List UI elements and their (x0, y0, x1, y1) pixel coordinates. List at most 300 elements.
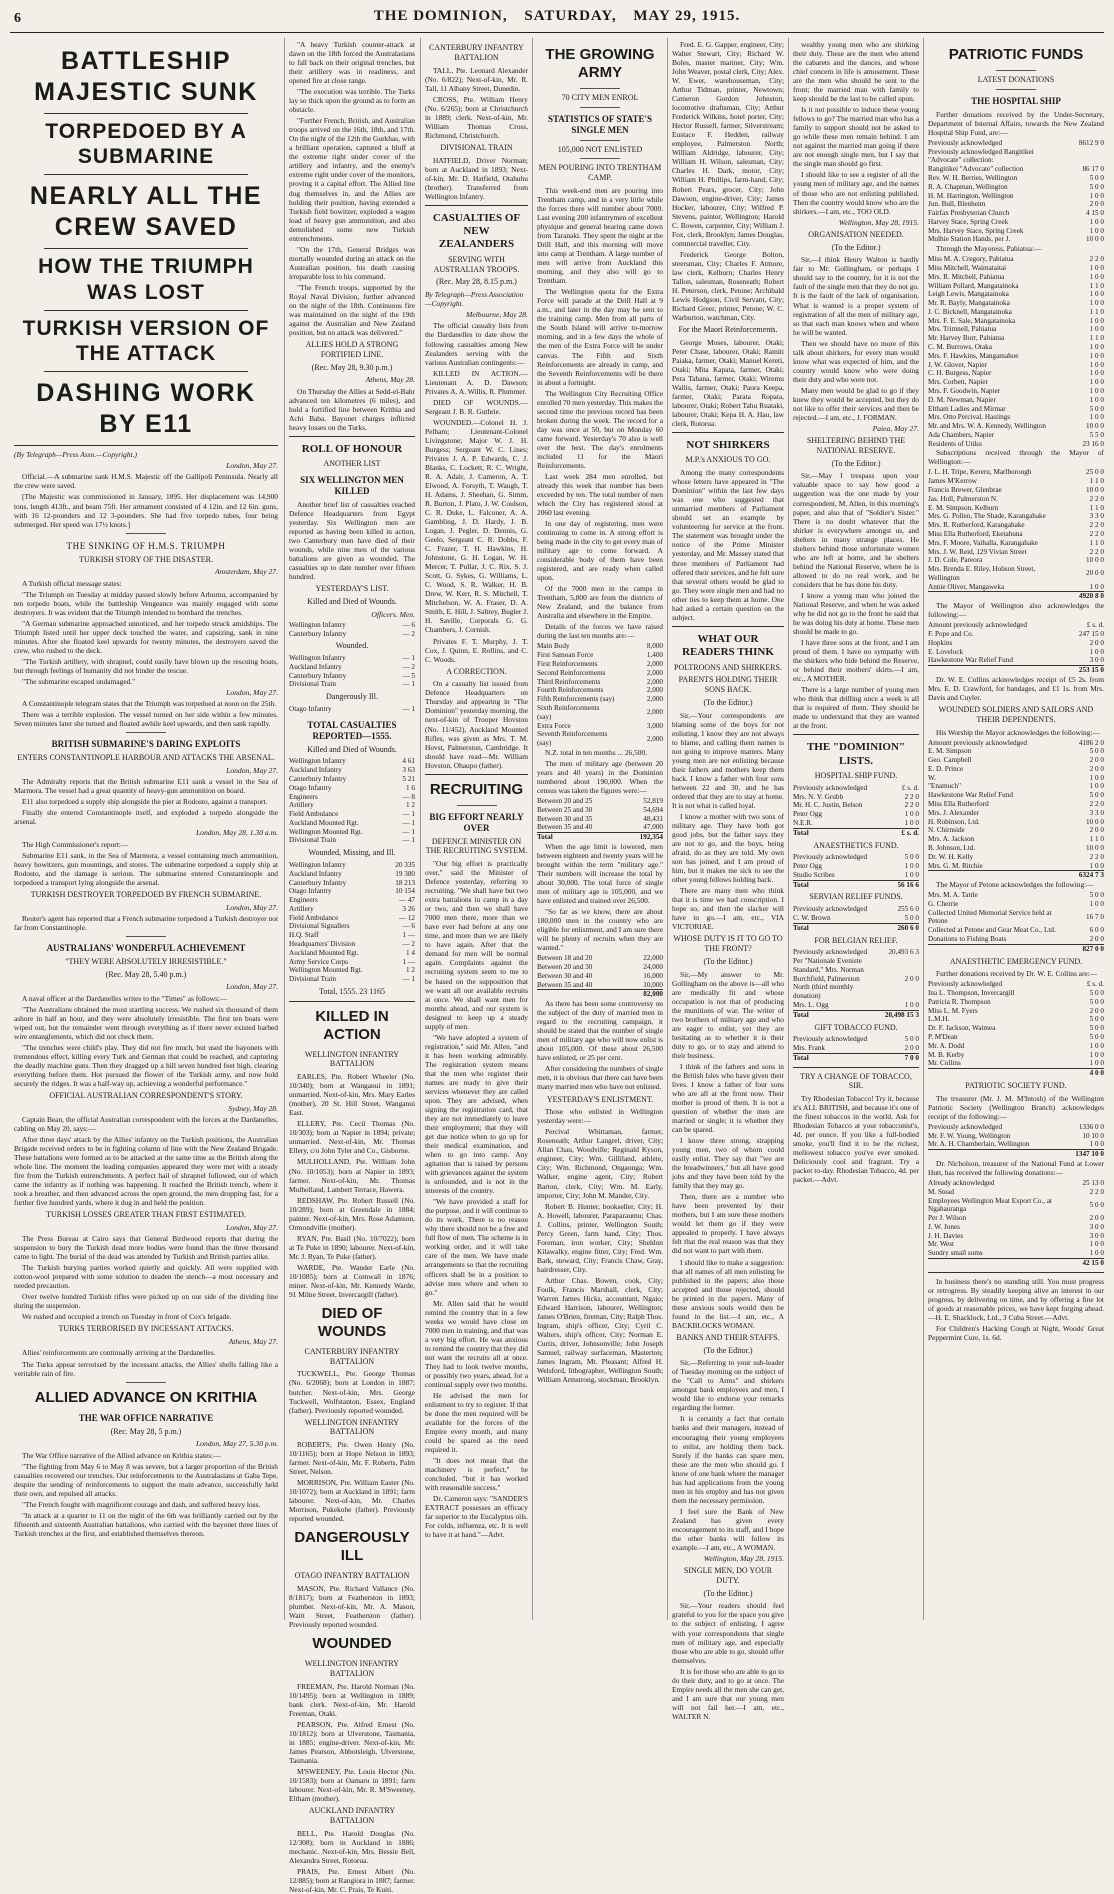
row-value: 1 0 0 (904, 1000, 919, 1009)
paragraph: E11 also torpedoed a supply ship alongside the pier at Rodosto, against a transport. (22, 797, 268, 807)
subhead-sheltering: SHELTERING BEHIND THE NATIONAL RESERVE. (806, 436, 906, 455)
row-label: Leigh Lewis, Mangatainoka (928, 290, 1009, 299)
issue-day: SATURDAY, (524, 8, 617, 24)
battalion-name: CANTERBURY INFANTRY BATTALION (429, 43, 524, 62)
dateline: Athens, May 28. (365, 375, 415, 385)
row-value: 2 2 0 (1089, 521, 1104, 530)
row-label: Mr. A. H. Chamberlain, Wellington (928, 1140, 1030, 1149)
table-row (928, 835, 1104, 844)
paragraph: Sir,—I think Henry Walton is hardly fair to Mr. Gollingham, or perhaps I should say to the country, for it is not the fault of the single men that they do not go. It is the fault of the lack of organisation. What is wanted is a proper system of registration of all the men of military age, so that each man knows when and where he will be wanted. (793, 255, 919, 337)
subhead-losses: TURKISH LOSSES GREATER THAN FIRST ESTIMATED. (46, 1210, 246, 1220)
table-row (289, 966, 415, 975)
paragraph: "The French troops, supported by the Royal Naval Division, further advanced on the night of the 18th. Continuous fire was maintained on the night of the 19th against the Australian and New Zealand position, but no attack was delivered." (289, 282, 415, 337)
row-label: Mrs. R. Rutherford, Karangahake (928, 521, 1025, 530)
paragraph: It is certainly a fact that certain banks and their managers, instead of encouraging their young employees to enlist, are holding them back. Surely if the banks can spare men, these are the men who should go. I know of one bank where the manager has had applications from the young men in his employ and has not given them the necessary permission. (672, 1414, 784, 1505)
row-value: 2 0 0 (1089, 826, 1104, 835)
total-row (793, 923, 919, 932)
paragraph: Allies' reinforcements are continually arriving at the Dardanelles. (22, 1348, 216, 1358)
row-label: Per J. Wilson (928, 1214, 967, 1223)
table-row (793, 1001, 919, 1010)
row-value: — 6 (402, 620, 415, 629)
table-row (928, 648, 1104, 657)
row-label: Collected United Memorial Service held at Petone (928, 908, 1052, 926)
paragraph: Those who enlisted in Wellington yesterday were:— (537, 1107, 663, 1126)
table-row (928, 1140, 1104, 1149)
row-value: 1 0 0 (1089, 1140, 1104, 1149)
row-label: Third Reinforcements (537, 677, 601, 686)
table-row (928, 282, 1104, 291)
paragraph: Of the 7000 men in the camps in Trentham, 5,800 are from the districts of New Zealand, and the balance from Australia and elsewhere in the Empire. (537, 584, 663, 621)
table-row (537, 704, 663, 722)
divider (793, 1067, 919, 1068)
fund-total (928, 1068, 1104, 1078)
row-label: Mrs. Corbett, Napier (928, 378, 988, 387)
table-row (928, 486, 1104, 495)
table-row (928, 980, 1104, 989)
row-value: 5 0 0 (1089, 997, 1104, 1006)
table-row (928, 209, 1104, 218)
paragraph: The Press Bureau at Cairo says that General Birdwood reports that during the suspension to bury the Turkish dead more bodies were found than the three thousand came to light. The burial of the dead was attended by Turkish and British parties alike. (14, 1234, 278, 1262)
paragraph: EARLES, Pte. Robert Wheeler (No. 10/340); born at Wanganui in 1891; unmarried. Next-of-kin, Mrs. Mary Earles (mother), 20 St. Hill Street, Wanganui East. (289, 1072, 415, 1118)
row-label: Previously acknowledged (793, 783, 868, 792)
table-row (928, 308, 1104, 317)
paragraph: "The Triumph on Tuesday at midday passed slowly before Arburnu, accompanied by ten torpedo boats, while the battleship Vengeance was mainly engaged with some destroyers. It was evident that the Triumph intended to bombard the trenches. (14, 589, 278, 617)
paragraph: MASON, Pte. Richard Vallance (No. 8/1817); born at Featherston in 1893; plumber. Next-of-kin, Mr. A. Mason, Waitt Street, Featherston (father). Previously reported wounded. (289, 1584, 415, 1630)
row-value: 5 0 0 (904, 853, 919, 862)
table-row (928, 495, 1104, 504)
paragraph: I know a mother with two sons of military age. They have both got good jobs, but the father says they are not to go, and the boys, being afraid, do as they are told. My own son has joined, and I am proud of him, but it makes me sick to see the other young fellows holding back. (672, 811, 784, 885)
battalion-name: DIVISIONAL TRAIN (440, 142, 513, 152)
column-roll-of-honour (289, 40, 415, 1894)
row-value: 25 0 0 (1086, 468, 1104, 477)
paragraph: Sir,—May I trespass upon your valuable space to say how good a suggestion was the one made by your correspondent, M. Allen, in this morning's paper, and also that of "Soldier's Sister." There is no doubt whatever that the shirker is everywhere amongst us, and shelters in many strange places. He shelters behind those unfortunate women who are left at home, and he shelters behind the National Reserve, where he is allowed to do no real work, and he considers that he has done his duty. (793, 471, 919, 589)
row-label (928, 1259, 1056, 1268)
list-subtitle: Wounded, Missing, and Ill. (308, 848, 396, 858)
row-value: 3 3 0 (1089, 808, 1104, 817)
row-value: 1 0 0 (1089, 343, 1104, 352)
row-label: Annie Oliver, Mangaweka (928, 582, 1005, 591)
table-row (289, 680, 415, 689)
table-row (928, 548, 1104, 557)
table-row (928, 369, 1104, 378)
table-row (928, 290, 1104, 299)
row-label: Divisional Train (289, 836, 336, 845)
row-label: H. Robinson, Ltd. (928, 817, 980, 826)
divider (996, 70, 1036, 71)
subhead-poltroons: POLTROONS AND SHIRKERS. (674, 662, 782, 672)
table-row (793, 853, 919, 862)
row-value: 1 1 0 (1089, 281, 1104, 290)
column-rule (923, 38, 924, 1620)
paragraph: Privates F. T. Murphy, J. T. Cox, J. Quinn, E. Rollins, and C. C. Woods. (425, 636, 528, 664)
row-label: Miss Ella Rutherford, Eketahuna (928, 529, 1023, 538)
paragraph: Robert B. Hunter, bookseller, City; H. A. Howell, labourer, Paraparaumu; Chas. J. Collins, printer, Wellington South; Percy Green, farm hand, City; Thos. Foreman, iron worker, City; Sheldon Kilawalky, engine fitter, City; Fred. Wm. Bark, steward, City; Francis Chaw, Gray, hairdresser, City. (537, 1201, 663, 1274)
forces-table (537, 642, 663, 747)
row-value: 1 0 0 (1089, 226, 1104, 235)
row-label: First Samoan Force (537, 651, 594, 660)
table-row (793, 914, 919, 923)
row-value: 10 0 0 (1086, 817, 1104, 826)
headline-roll-of-honour: ROLL OF HONOUR (301, 442, 403, 455)
total-row (928, 944, 1104, 953)
paragraph: Submarine E11 sank, in the Sea of Marmora, a vessel containing much ammunition, heavy howitzers, gun mountings, and stores. The submarine torpedoed a supply ship at Rodosto, and the damage is serious. The submarine entered Constantinople and torpedoed a transport lying alongside the arsenal. (14, 850, 278, 887)
table-row (928, 1249, 1104, 1258)
table-row (928, 165, 1104, 174)
table-row (928, 361, 1104, 370)
divider (425, 205, 528, 206)
paragraph: Finally she entered Constantinople itself, and exploded a torpedo alongside the arsenal. (14, 808, 278, 827)
row-value: 16 7 0 (1086, 913, 1104, 922)
row-value: 20,493 6 3 (888, 948, 919, 957)
paragraph: Subscriptions received through the Mayor of Wellington:— (928, 448, 1104, 467)
paragraph: "It does not mean that the machinery is perfect," he concluded, "but it has worked with reasonable success." (425, 1456, 528, 1493)
row-label: M. B. Kerby (928, 1050, 965, 1059)
row-label: Peter Ogg (793, 810, 822, 819)
table-row (928, 477, 1104, 486)
row-label: Miss L. M. Fyers (928, 1006, 978, 1015)
table-row (289, 630, 415, 639)
row-value: 1,400 (646, 651, 663, 660)
paragraph: The Admiralty reports that the British submarine E11 sank a vessel in the Sea of Marmora. The vessel had a great quantity of heavy-gun ammunition on board. (14, 777, 278, 796)
divider (126, 533, 166, 534)
paragraph: wealthy young men who are shirking their duty. These are the men who attend the cabarets and the dances, and whose chief concern in life is amusement. These are the men who should be sent to the front; the married man with family to keep should be the last to be called upon. (793, 40, 919, 104)
fund-table (793, 784, 919, 828)
advert-text: Try Rhodesian Tobacco! Try it, because it's ALL BRITISH, and because it's one of the finest tobaccos in the world. Ask for Rhodesian Tobacco at your tobacconist's, 4d. per ounce. If you like a full-bodied smoke, you'll find it to be the richest, mellowest tobacco you've ever smoked. Deliciously cool and fragrant. Try a packet to-day. Rhodesian Tobacco, 4d. per packet.—Advt. (793, 1094, 919, 1185)
paragraph: "We have adopted a system of registration," said Mr. Allen, "and it has been working admirably. The registration system means that the men who register their names are ready to give their services whenever they are called upon. They are advised, when signing the registration card, that they are not immediately to leave their employment; that they will get due notice when to go up for their medical examination, and when to go into camp. Any agitation that is raised by persons with grievances against the system is unfounded, and is not in the interests of the country. (425, 1032, 528, 1196)
fund-total (928, 591, 1104, 601)
paragraph: Dr. W. E. Collins acknowledges receipt of £5 2s. from Mrs. E. D. Crawford, for bandages, and £1 1s. from Mrs. Davis and Cuyler. (928, 674, 1104, 702)
row-value: 2 2 0 (1089, 547, 1104, 556)
total-row (928, 666, 1104, 675)
row-label: Employees Wellington Meat Export Co., at Ngahauranga (928, 1196, 1053, 1214)
fund-table (793, 905, 919, 923)
paragraph: George Moses, labourer, Otaki; Peter Chase, labourer, Otaki; Ramiti Paiaka, farmer, Otaki; Manuel Kereti, Otaki; Mita Kapata, farmer, Otaki; Pera Tahana, farmer, Otaki; Wiremu Wallis, farmer, Otaki; Paora Keepa, farmer, Otaki; Parata Ropata, labourer, Otaki; Robert Tahu Ruataki, labourer, Otaki; Kepa H. A. Hau, law clerk, Rotorua. (672, 337, 784, 428)
row-value: — 1 (402, 704, 415, 713)
row-label: C. W. Brown (793, 913, 831, 922)
table-row (928, 343, 1104, 352)
row-value: 1 0 0 (1089, 773, 1104, 782)
paragraph: The men of military age (between 20 years and 40 years) in the Dominion numbered about 190,000. When the census was taken the figures were:— (537, 758, 663, 795)
table-row (928, 273, 1104, 282)
advert-text: For Children's Hacking Cough at Night, Woods' Great Peppermint Cure, 1s. 6d. (928, 1323, 1104, 1342)
row-value: — 2 (402, 662, 415, 671)
table-row (289, 663, 415, 672)
paragraph: WARDE, Pte. Wander Earle (No. 10/1085); born at Cornwall in 1876; miner. Next-of-kin, Mr. Kennedy Warde, 91 Milne Street, Invercargill (father). (289, 1262, 415, 1299)
row-value: 10 10 0 (1082, 1131, 1104, 1140)
subhead-correspondent: OFFICIAL AUSTRALIAN CORRESPONDENT'S STORY. (49, 1090, 243, 1100)
table-row (289, 949, 415, 958)
fund-table (793, 1035, 919, 1053)
row-value: 1 1 0 (1089, 503, 1104, 512)
row-value (1056, 148, 1104, 166)
row-value: 2 2 0 (1089, 1187, 1104, 1196)
table-row (928, 826, 1104, 835)
row-value: 56 16 6 (871, 880, 919, 889)
paragraph: "The trenches were child's play. They did not fire much, but used the bayonets with tremendous effect, killing every Turk and German that could be reached, and capturing the deadly machine guns. Then they dragged up a hill seven hundred feet high, clearing everything before them. Hot pursued the flower of the Turkish army, and now hold securely the ridges. It was a half-way up, achieving a wonderful performance." (14, 1042, 278, 1088)
dateline: London, May 28, 1.30 a.m. (195, 828, 278, 838)
row-value: 3 0 0 (1089, 1231, 1104, 1240)
row-value: 23 16 0 (1082, 439, 1104, 448)
row-label: Mrs. F. Moore, Vaihalla, Karangahake (928, 538, 1038, 547)
row-label: Already acknowledged (928, 1178, 995, 1187)
paragraph: "The execution was terrible. The Turks lay so thick upon the ground as to form an obstacle. (289, 87, 415, 115)
row-label: Between 30 and 35 (537, 814, 593, 823)
row-label: Engineers (289, 792, 318, 801)
subhead-destroyer: TURKISH DESTROYER TORPEDOED BY FRENCH SUBMARINE. (30, 889, 262, 899)
fund-table (793, 948, 919, 1009)
row-value: 22,000 (643, 954, 663, 963)
row-label: Ina L. Thompson, Invercargill (928, 989, 1015, 998)
table-row (928, 352, 1104, 361)
row-label: Wellington Infantry (289, 654, 346, 663)
row-label: J. H. Davies (928, 1231, 964, 1240)
row-value: 1 1 0 (1089, 835, 1104, 844)
table-row (928, 818, 1104, 827)
divider (996, 89, 1036, 90)
row-value: 20 335 (395, 861, 415, 869)
divider (580, 140, 620, 141)
row-label (928, 1150, 1056, 1159)
table-row (928, 800, 1104, 809)
row-value: 5 0 0 (1089, 891, 1104, 900)
fund-total (793, 923, 919, 933)
table-row (289, 922, 415, 931)
table-row (928, 926, 1104, 935)
fund-total (793, 828, 919, 838)
headline-torpedoed: TORPEDOED BY A SUBMARINE (45, 120, 247, 169)
subhead-triumph-sinking: THE SINKING OF H.M.S. TRIUMPH (66, 540, 226, 551)
row-label: J. W. Jones (928, 1222, 960, 1231)
paragraph: "In attack at a quarter to 11 on the night of the 6th was brilliantly carried out by the fifteenth and sixteenth Australian battalions, who carried with the bayonet three lines of Turkish trenches at the first, and established themselves thereon. (14, 1510, 278, 1538)
paragraph: TALL, Pte. Leonard Alexander (No. 6/822); Next-of-kin, Mr. R. Tall, 11 Albany Street, Dunedin. (425, 65, 528, 93)
dateline: Sydney, May 28. (228, 1103, 278, 1113)
list-subtitle: Wounded. (335, 641, 369, 651)
row-value: 253 15 0 (1056, 666, 1104, 675)
table-row (928, 1015, 1104, 1024)
issue-date: MAY 29, 1915. (633, 8, 741, 24)
table-row (289, 896, 415, 905)
table-row (793, 948, 919, 957)
row-label: Between 18 and 20 (537, 954, 593, 963)
row-value: 1 0 0 (1089, 369, 1104, 378)
row-value: 10 0 0 (1086, 556, 1104, 565)
table-row (928, 174, 1104, 183)
table-row (928, 809, 1104, 818)
headline-killed: KILLED IN ACTION (315, 1007, 389, 1043)
table-row (289, 958, 415, 967)
row-value: 82,000 (615, 990, 663, 999)
table-row (289, 793, 415, 802)
row-label: Mrs. F. Hawkins, Mangamahoe (928, 351, 1019, 360)
row-value: 1 0 0 (1089, 395, 1104, 404)
row-value: 10,000 (643, 980, 663, 989)
row-label: Mr. F. W. Young, Wellington (928, 1131, 1011, 1140)
table-row (928, 630, 1104, 639)
row-label: Residents of Utiku (928, 439, 982, 448)
table-row (928, 621, 1104, 630)
dateline: London, May 27. (226, 461, 278, 471)
row-value: 2,000 (646, 686, 663, 695)
table-row (928, 739, 1104, 748)
paragraph: Captain Bean, the official Australian correspondent with the forces at the Dardanelles, cabling on May 20, says:— (14, 1114, 278, 1133)
table-row (928, 656, 1104, 665)
table-row (537, 981, 663, 990)
row-value: 1 0 0 (1089, 264, 1104, 272)
table-row (537, 963, 663, 972)
row-value: 4920 8 0 (1056, 592, 1104, 601)
row-value: 2 2 0 (1089, 800, 1104, 809)
table-row (289, 810, 415, 819)
battalion-name: WELLINGTON INFANTRY BATTALION (304, 1049, 400, 1069)
row-value: 2 0 0 (1089, 764, 1104, 773)
paragraph: Many men would be glad to go if they knew they would be accepted, but they do not like to offer their services and then be rejected.—I am, etc., J. FORMAN. (793, 385, 919, 422)
paragraph: The War Office narrative of the Allied advance on Krithia states:— (22, 1450, 221, 1460)
row-value: 1 1 0 (1089, 334, 1104, 343)
row-label: F. Pope and Co. (928, 630, 974, 639)
row-label: Mrs. A. Jackson (928, 835, 975, 844)
table-row (928, 235, 1104, 244)
table-row (537, 972, 663, 981)
paragraph: There are many men who think that it is time we had conscription. I hope so, and then the slacker will have to go.—I am, etc., VIA VICTORIAE. (672, 886, 784, 932)
row-label: Seventh Reinforcements (say) (537, 730, 608, 748)
subhead-single-men: SINGLE MEN, DO YOUR DUTY. (683, 1566, 773, 1585)
subhead-parents: PARENTS HOLDING THEIR SONS BACK. (678, 675, 778, 695)
fund-title: ANAESTHETICS FUND. (813, 840, 899, 850)
row-label: Canterbury Infantry (289, 671, 347, 680)
subhead-yesterday-enlistment: YESTERDAY'S ENLISTMENT. (546, 1094, 654, 1104)
row-value: 8612 9 0 (1078, 138, 1104, 147)
table-row (928, 1179, 1104, 1188)
row-value: 48,431 (643, 814, 663, 823)
row-label: H.Q. Staff (289, 931, 319, 940)
subhead-mps: M.P.'s ANXIOUS TO GO. (685, 455, 771, 465)
table-row (928, 1123, 1104, 1132)
row-value: 1347 10 0 (1056, 1150, 1104, 1159)
table-row (928, 396, 1104, 405)
total-row (793, 1053, 919, 1062)
row-label: Mrs. R. Mitchell, Pahiatua (928, 272, 1005, 281)
paragraph: He advised the men for enlistment to try to register. If that be done the men required will be available for the forces of the Empire every month, and many could be spared as the need required it. (425, 1390, 528, 1455)
table-row (928, 1214, 1104, 1223)
headline-readers-think: WHAT OUR READERS THINK (682, 632, 774, 659)
table-row (928, 853, 1104, 862)
paragraph: On Thursday the Allies at Sedd-el-Bahr advanced ten kilometres (6 miles), and hold a fortified line between Krithia and Achi Baba. Bayonet charges inflicted heavy losses on the Turks. (289, 386, 415, 432)
paper-name: THE DOMINION, (373, 8, 508, 24)
row-value: 10 0 0 (1086, 843, 1104, 852)
row-label: James M'Kerrow (928, 477, 977, 486)
table-row (928, 844, 1104, 853)
dateline: Athens, May 27. (228, 1337, 278, 1347)
table-row (289, 861, 415, 870)
paragraph: I feel sure the Bank of New Zealand has given every encouragement to its staff, and I hope the other banks will follow its example.—I am, etc., A WOMAN. (672, 1506, 784, 1552)
row-value: 1 — (402, 931, 415, 940)
total-line: Total, 1555. 23 1165 (318, 986, 386, 996)
fund-total (793, 880, 919, 890)
row-label: First Reinforcements (537, 660, 598, 669)
paragraph: The Mayor of Wellington also acknowledges the following:— (928, 601, 1104, 620)
table-row (793, 793, 919, 802)
row-value: 2 2 0 (1089, 255, 1104, 264)
table-row (928, 1051, 1104, 1060)
paragraph: Dr. Cameron says: "SANDER'S EXTRACT possesses an efficacy far superior to the Eucalyptus oils. For colds, influenza, etc. It is well to have it at hand."—Advt. (425, 1494, 528, 1540)
table-row (928, 148, 1104, 166)
divider (44, 310, 248, 311)
subhead-latest: LATEST DONATIONS (977, 75, 1055, 84)
row-label: Main Body (537, 642, 570, 651)
row-label: Canterbury Infantry (289, 878, 347, 887)
paragraph: Sir,—Referring to your sub-leader of Tuesday morning on the subject of the "Call to Arms" and shirkers amongst bank employees and men, I would like to endorse your remarks regarding the former. (672, 1358, 784, 1413)
row-value: 18 213 (395, 878, 415, 887)
row-value: 827 0 0 (1056, 944, 1104, 953)
row-label: Mr. R. Bayly, Mangatainoka (928, 299, 1010, 308)
row-label: Army Service Corps (289, 957, 349, 966)
row-value: — 6 (402, 922, 415, 931)
paragraph: Then we should have no more of this talk about shirkers, for every man would know what was expected of him, and the country would know who were doing their duty and who were not. (793, 338, 919, 384)
paragraph: "The Australians obtained the most startling success. We rushed six thousand of them ashore in half an hour, and they were absolutely irresistible. The first ten boats were wiped out, but the remainder went through everything as if there never existed barbed wire entanglements, which did not check them. (14, 1004, 278, 1041)
row-value: 1 0 0 (904, 870, 919, 879)
row-label: W. (928, 773, 936, 782)
fund-table (793, 853, 919, 879)
divider (580, 158, 620, 159)
headline-growing-army: THE GROWING ARMY (545, 46, 655, 81)
subhead-wounded-soldiers: WOUNDED SOLDIERS AND SAILORS AND THEIR DEPENDENTS. (938, 705, 1094, 724)
table-row (928, 255, 1104, 264)
row-value: £ s. d. (871, 828, 919, 837)
row-label: Mrs. G. M. Ritchie (928, 861, 983, 870)
row-value: 2 0 0 (1089, 756, 1104, 765)
total-row (928, 1150, 1104, 1159)
total-row (928, 1069, 1104, 1078)
paragraph: FREEMAN, Pte. Harold Norman (No. 10/1495); born at Wellington in 1889; bank clerk. Next-of-kin, Mr. Harold Freeman, Otaki. (289, 1681, 415, 1718)
row-label: Auckland Infantry (289, 662, 342, 671)
subhead-anaesthetic: ANAESTHETIC EMERGENCY FUND. (949, 956, 1083, 966)
fund-total (928, 1258, 1104, 1268)
table-row (289, 775, 415, 784)
to-editor: (To the Editor.) (703, 956, 753, 966)
row-label: N. Chirnside (928, 826, 965, 835)
divider (425, 774, 528, 775)
row-label: Fifth Reinforcements (say) (537, 695, 615, 704)
row-label: Otago Infantry (289, 887, 332, 896)
paragraph: After three days' attack by the Allies' infantry on the Turkish positions, the Australian Brigade received orders to be in fighting column of line with the New Zealand Brigade. These battalions were formed as to be attacked at the same time as the British along the whole line. The moment the leading companies appeared they were met with a steady fire from the Turkish entrenchments. A perfect hail of shrapnel followed, out of which came the infantry as if nothing was happening. It reached the British trench, where it took a breather, and then advanced across the open ground, the men dropping fast, for a further five hundred yards, where it dug in and held the position. (14, 1134, 278, 1208)
row-value: 5 0 0 (1089, 404, 1104, 413)
row-label: Mrs. Brenda E. Riley, Hobson Street, Wellington (928, 565, 1036, 582)
row-label: Mrs. Trimnell, Pahiatua (928, 325, 997, 334)
row-value: 2 2 0 (1089, 529, 1104, 538)
row-value: 4 15 0 (1086, 209, 1104, 218)
table-row (289, 654, 415, 663)
row-value: 1 0 0 (1089, 191, 1104, 200)
table-row (928, 440, 1104, 449)
paragraph: I know three strong, strapping young men, two of whom could easily enlist. They say that "we are the breadwinners," but all have good jobs and they have been told by the family that they may go. (672, 1136, 784, 1191)
subhead-statistics: STATISTICS OF STATE'S SINGLE MEN (547, 113, 653, 135)
paragraph: RYAN, Pte. Basil (No. 10/7022); born at Te Puke in 1890; labourer. Next-of-kin, Mr. J. Ryan, Te Puke (father). (289, 1233, 415, 1261)
paragraph: On a casualty list issued from Defence Headquarters on Thursday and appearing in "The Dominion" yesterday morning, the next-of-kin of Trooper Hovston (No. 11/452), Auckland Mounted Rifles, was given as Mrs. T. M. Hovst, Palmerston, Cambridge. It should have read—Mr. William Hovston, Ohaupo (father). (425, 679, 528, 770)
fund-table (928, 1179, 1104, 1258)
row-label: Sixth Reinforcements (say) (537, 703, 600, 721)
table-row (928, 378, 1104, 387)
row-label: Geo. Campbell (928, 756, 972, 765)
row-label: "Enamuch" (928, 782, 962, 791)
row-label: Studio Scribes (793, 870, 835, 879)
received-note: (Rec. May 28, 9.30 p.m.) (311, 362, 393, 372)
table-row (928, 565, 1104, 583)
row-value: 24,000 (643, 963, 663, 972)
paragraph: ELLERY, Pte. Cecil Thomas (No. 10/303); born at Napier in 1894; private; unmarried. Next-of-kin, Mr. Thomas Ellery, c/o John Tyler and Co., Gisborne. (289, 1119, 415, 1156)
paragraph: Over twelve hundred Turkish rifles were picked up on our side of the dividing line during the suspension. (14, 1292, 278, 1311)
row-value: 1 0 0 (1089, 217, 1104, 226)
total-row (928, 592, 1104, 601)
